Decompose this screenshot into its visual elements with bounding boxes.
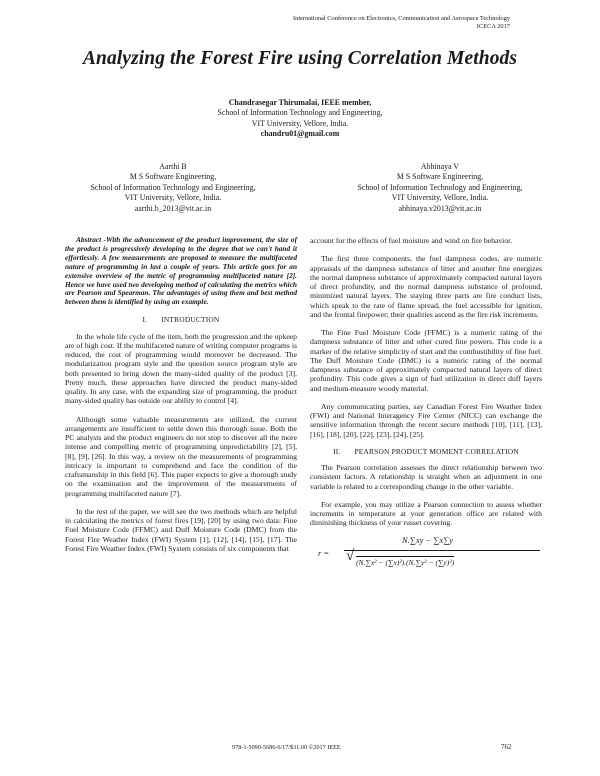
author-left-dept: M S Software Engineering, (129, 172, 217, 182)
formula-denominator: (N.∑x² − (∑x)²).(N.∑y² − (∑y)²) (356, 557, 455, 567)
paragraph: The first three components, the fuel dampness codes, are numeric appraisals of the dampness substance of litter and another fine energizes the normal dampness substance of approximately compacted natural layers of direct profundity, and the normal dampness substance of profound, minimized natural layers. The staying three parts are fire conduct lists, which speak to the rate of flame spread, the fuel accessible for ignition, and the frontal firepower; their qualities ascend as the fire risk increments. (310, 254, 542, 319)
section-heading-pearson (310, 447, 542, 456)
paragraph: account for the effects of fuel moisture and wind on fire behavior. (310, 236, 513, 245)
author-left-name: Aarthi B (159, 162, 187, 171)
conference-name: International Conference on Electronics, Communication and Aerospace Technology (293, 15, 510, 22)
author-left-email: aarthi.b_2013@vit.ac.in (134, 203, 212, 213)
author-right-name: Abhinaya V (420, 162, 460, 171)
section-number: II. (333, 446, 341, 456)
author-left (38, 162, 308, 214)
paragraph: Although some valuable measurements are utilized, the current arrangements are insufficient to settle down this thorough issue. Both the PC analysts and the product engineers do not stop to discover all the more intense and compelling metric of programming unpredictability [2], [5], [8], [9], [26]. In this way, a review on the measurements of programming intricacy is important to comprehend and face the condition of the craftsmanship in this field [6]. This paper expects to give a thorough study on the examination and the improvement of the measurements of programming multifaceted nature [7]. (65, 414, 297, 498)
paragraph: In the rest of the paper, we will see the two methods which are helpful in calculating the metrics of forest fires [19], [20] by using two data: Fine Fuel Moisture Code (FFMC) and Duff Moisture Code (DMC) from the Forest Fire Weather Index (FWI) System [1], [12], [14], [15], [17]. The Forest Fire Weather Index (FWI) System consists of six components that (65, 506, 297, 553)
pearson-formula (310, 534, 542, 578)
paper-title: Analyzing the Forest Fire using Correlation Methods (82, 48, 518, 69)
author-left-univ: VIT University, Vellore, India. (124, 193, 222, 203)
section-heading-introduction (65, 315, 297, 324)
author-right-email: abhinaya.v2013@vit.ac.in (398, 203, 482, 213)
author-right-univ: VIT University, Vellore, India. (391, 193, 489, 203)
author-main-name: Chandrasegar Thirumalai, IEEE member, (228, 98, 372, 107)
paragraph: In the whole life cycle of the item, both the progression and the upkeep are of high cost. If the multifaceted nature of writing computer programs is reduced, the cost of programming would moreover be decreased. The modularization program style and the question source program style are both presented to bring down the many-sided quality of the product [3]. Pretty much, these approaches have directed the product many-sided quality. In any case, with the expanding size of programming, the product many-sided quality has outside our ability to control [4]. (65, 331, 297, 406)
paragraph: For example, you may utilize a Pearson connection to assess whether increments in temperature at your generation office are related with diminishing thickness of your russet covering. (310, 499, 542, 528)
author-main-univ: VIT University, Vellore, India. (251, 118, 349, 128)
paragraph: Any communicating parties, say Canadian Forest Fire Weather Index (FWI) and National Interagency Fire Center (NICC) can exchange the sensitive information through the recent secure methods [10], [11], [13], [16], [18], [20], [22], [23], [24], [25]. (310, 401, 542, 439)
author-main-email: chandru01@gmail.com (260, 129, 340, 139)
abstract: Abstract -With the advancement of the product improvement, the size of the product is progressively developing to the degree that we can't hand it effortlessly. A few measurements are proposed to measure the multifaceted nature of programming in last a couple of years. This article goes for an extensive overview of the metric of programming multifaceted nature [2]. Hence we have used two developing method of calculating the metrics which are Pearson and Spearman. The advantages of using them and best method between them is identified by using an example. (65, 235, 297, 307)
author-right-dept: M S Software Engineering, (396, 172, 484, 182)
page-number: 762 (501, 743, 512, 751)
section-title: PEARSON PRODUCT MOMENT CORRELATION (354, 446, 519, 456)
formula-numerator: N.∑xy − ∑x∑y (402, 534, 454, 545)
author-right (305, 162, 575, 214)
section-number: I. (142, 315, 148, 325)
fraction-bar (344, 550, 540, 551)
conference-acronym: ICECA 2017 (476, 23, 510, 30)
author-main-dept: School of Information Technology and Engineering, (217, 108, 383, 118)
author-left-school: School of Information Technology and Engineering, (90, 182, 256, 192)
author-right-school: School of Information Technology and Engineering, (357, 182, 523, 192)
footer-isbn: 978-1-5090-5686-6/17/$31.00 ©2017 IEEE (232, 744, 341, 751)
left-column (65, 236, 297, 553)
right-column (310, 236, 542, 578)
paragraph: The Pearson correlation assesses the direct relationship between two consistent factors. A relationship is straight when an adjustment in one variable is related to a corresponding change in the other variable. (310, 463, 542, 491)
sqrt-icon: √ (346, 547, 355, 564)
paragraph: The Fine Fuel Moisture Code (FFMC) is a numeric rating of the dampness substance of litter and other cured fine powers. This code is a marker of the relative simplicity of start and the combustibility of fine fuel. The Duff Moisture Code (DMC) is a numeric rating of the normal dampness substance of approximately compacted natural layers of direct profundity. This code gives a sign of fuel utilization in direct duff layers and medium-measure woody material. (310, 328, 542, 393)
conference-header (293, 15, 510, 31)
formula-lhs: r = (318, 547, 330, 558)
author-main (150, 98, 450, 140)
section-title: INTRODUCTION (161, 315, 220, 325)
